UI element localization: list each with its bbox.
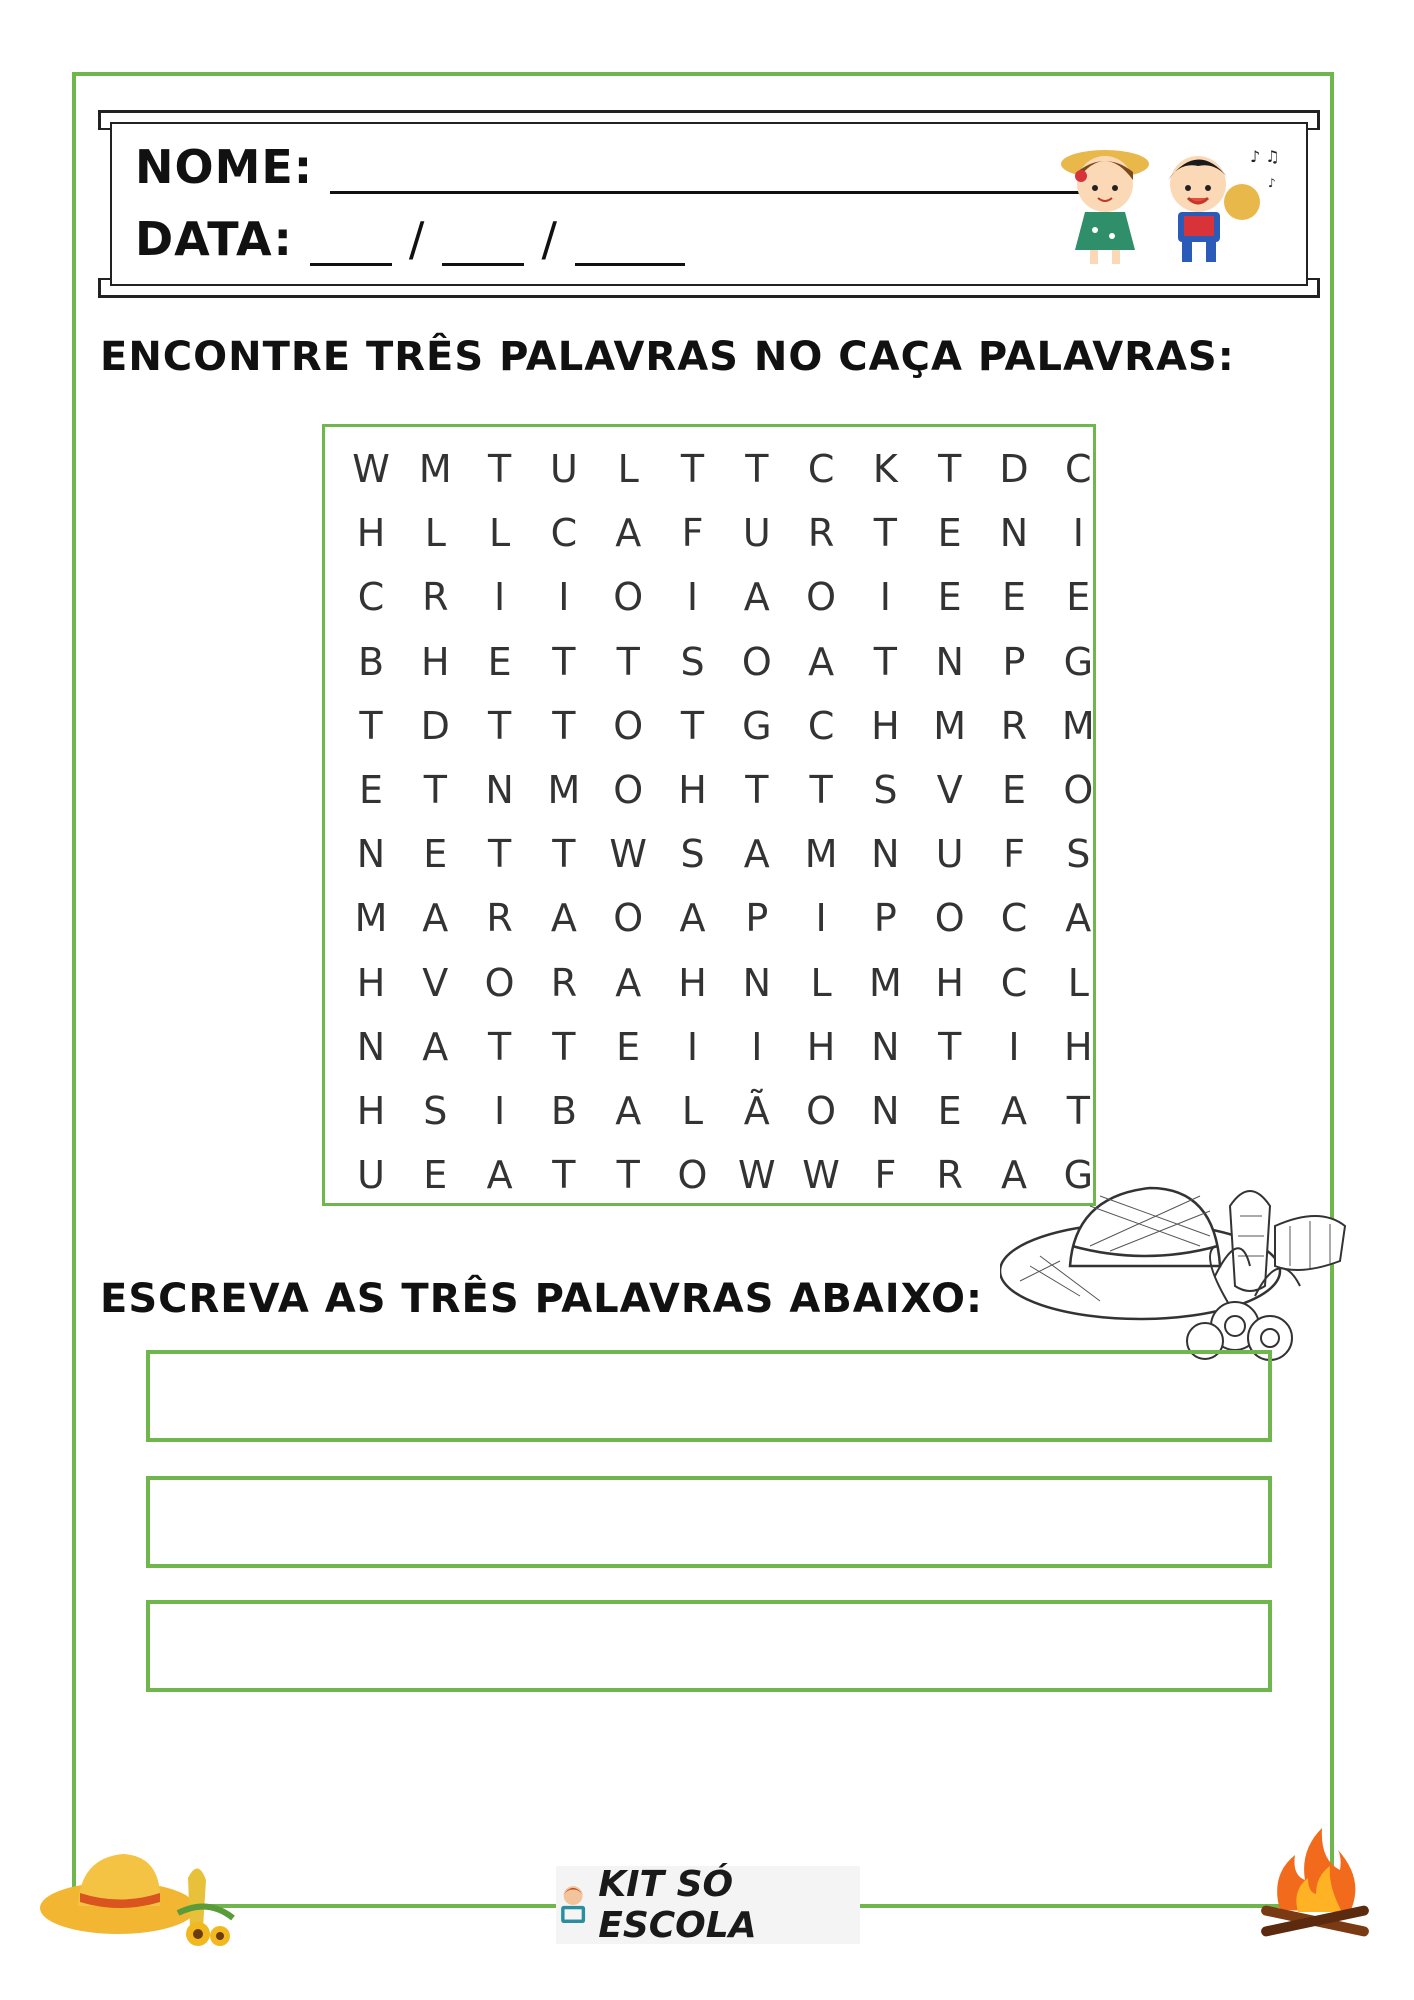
brand-logo <box>556 1866 860 1944</box>
grid-letter[interactable]: H <box>356 960 386 1005</box>
grid-row <box>325 565 1093 629</box>
grid-letter[interactable]: T <box>359 703 383 748</box>
grid-letter[interactable]: T <box>552 832 576 877</box>
straw-hat-color-icon <box>38 1838 238 1948</box>
grid-letter[interactable]: F <box>681 511 704 556</box>
grid-letter[interactable]: C <box>807 703 835 748</box>
grid-letter[interactable]: A <box>422 896 449 941</box>
grid-letter[interactable]: R <box>936 1153 963 1198</box>
grid-letter[interactable]: M <box>868 960 902 1005</box>
grid-letter[interactable]: B <box>550 1089 577 1133</box>
grid-letter[interactable]: O <box>613 703 644 748</box>
grid-letter[interactable]: P <box>1002 639 1026 684</box>
grid-letter[interactable]: I <box>1008 1024 1020 1069</box>
grid-letter[interactable]: R <box>422 575 449 620</box>
grid-letter[interactable]: T <box>616 639 640 684</box>
grid-letter[interactable]: K <box>872 447 898 491</box>
grid-row <box>325 437 1093 501</box>
name-field <box>135 140 1090 194</box>
grid-letter[interactable]: W <box>738 1153 776 1198</box>
word-search-grid <box>322 424 1096 1206</box>
grid-letter[interactable]: O <box>613 575 644 620</box>
date-day-blank[interactable] <box>310 223 392 266</box>
grid-letter[interactable]: I <box>815 896 827 941</box>
grid-letter[interactable]: M <box>933 703 967 748</box>
grid-letter[interactable]: A <box>1065 896 1092 941</box>
grid-letter[interactable]: O <box>934 896 965 941</box>
grid-letter[interactable]: S <box>873 768 898 812</box>
grid-letter[interactable]: I <box>686 1024 699 1069</box>
grid-letter[interactable]: O <box>806 575 837 620</box>
grid-letter[interactable]: T <box>616 1153 640 1198</box>
grid-letter[interactable]: L <box>681 1089 704 1133</box>
grid-letter[interactable]: N <box>742 960 772 1005</box>
grid-letter[interactable]: H <box>356 511 386 556</box>
grid-letter[interactable]: T <box>809 768 833 812</box>
grid-letter[interactable]: M <box>547 768 581 812</box>
grid-letter[interactable]: S <box>680 639 705 684</box>
svg-text:♪: ♪ <box>1268 176 1276 190</box>
grid-letter[interactable]: C <box>357 575 385 620</box>
grid-letter[interactable]: T <box>487 1024 512 1069</box>
header-frame-notch-right <box>1306 128 1320 280</box>
brand-name: KIT SÓ ESCOLA <box>598 1864 757 1946</box>
grid-letter[interactable]: T <box>680 447 705 491</box>
grid-letter[interactable]: O <box>677 1153 708 1198</box>
grid-letter[interactable]: D <box>999 447 1029 491</box>
grid-row <box>325 694 1093 758</box>
grid-letter[interactable]: R <box>486 896 513 941</box>
grid-letter[interactable]: Ã <box>743 1089 770 1133</box>
grid-letter[interactable]: A <box>1001 1089 1027 1133</box>
grid-letter[interactable]: C <box>807 447 835 491</box>
grid-letter[interactable]: W <box>352 447 390 491</box>
grid-letter[interactable]: V <box>936 768 963 812</box>
grid-letter[interactable]: I <box>686 575 699 620</box>
grid-letter[interactable]: E <box>423 832 448 877</box>
grid-letter[interactable]: A <box>1001 1153 1027 1198</box>
grid-letter[interactable]: R <box>807 511 835 556</box>
grid-letter[interactable]: T <box>873 511 897 556</box>
grid-letter[interactable]: B <box>357 639 385 684</box>
grid-letter[interactable]: G <box>1063 639 1094 684</box>
grid-letter[interactable]: I <box>493 1089 506 1133</box>
grid-letter[interactable]: T <box>423 768 447 812</box>
grid-letter[interactable]: S <box>680 832 705 877</box>
campfire-icon <box>1250 1820 1380 1940</box>
grid-letter[interactable]: H <box>356 1089 386 1133</box>
grid-letter[interactable]: N <box>935 639 964 684</box>
grid-letter[interactable]: T <box>938 447 962 491</box>
grid-letter[interactable]: T <box>552 639 576 684</box>
name-blank[interactable] <box>330 151 1090 194</box>
grid-letter[interactable]: N <box>356 832 386 877</box>
grid-letter[interactable]: I <box>879 575 891 620</box>
student-reading-icon <box>556 1880 590 1930</box>
grid-letter[interactable]: U <box>357 1153 385 1198</box>
grid-letter[interactable]: E <box>1066 575 1091 620</box>
answer-box-1[interactable] <box>146 1350 1272 1442</box>
grid-letter[interactable]: G <box>742 703 772 748</box>
grid-letter[interactable]: E <box>616 1024 641 1069</box>
grid-letter[interactable]: C <box>1000 960 1028 1005</box>
grid-letter[interactable]: T <box>487 832 512 877</box>
grid-letter[interactable]: S <box>423 1089 448 1133</box>
grid-letter[interactable]: P <box>873 896 897 941</box>
grid-letter[interactable]: S <box>1066 832 1091 877</box>
grid-letter[interactable]: H <box>1064 1024 1093 1069</box>
grid-row <box>325 1079 1093 1143</box>
grid-letter[interactable]: V <box>422 960 449 1005</box>
grid-row <box>325 501 1093 565</box>
date-separator: / <box>541 212 558 266</box>
grid-letter[interactable]: A <box>486 1153 513 1198</box>
grid-letter[interactable]: E <box>358 768 383 812</box>
grid-letter[interactable]: H <box>871 703 900 748</box>
date-field <box>135 212 685 266</box>
grid-letter[interactable]: E <box>937 575 962 620</box>
grid-letter[interactable]: A <box>615 1089 642 1133</box>
date-separator: / <box>408 212 426 266</box>
grid-letter[interactable]: C <box>1000 896 1028 941</box>
grid-letter[interactable]: L <box>489 511 511 556</box>
date-year-blank[interactable] <box>575 223 685 266</box>
grid-letter[interactable]: E <box>937 511 962 556</box>
svg-text:♪ ♫: ♪ ♫ <box>1250 147 1280 166</box>
grid-letter[interactable]: O <box>613 768 644 812</box>
grid-row <box>325 886 1093 950</box>
write-instruction: ESCREVA AS TRÊS PALAVRAS ABAIXO: <box>100 1276 984 1322</box>
grid-letter[interactable]: H <box>421 639 450 684</box>
grid-letter[interactable]: N <box>871 1024 900 1069</box>
grid-letter[interactable]: I <box>751 1024 763 1069</box>
grid-letter[interactable]: T <box>1066 1089 1090 1133</box>
header-frame-notch-left <box>98 128 112 280</box>
grid-letter[interactable]: N <box>356 1024 386 1069</box>
grid-letter[interactable]: A <box>679 896 706 941</box>
grid-letter[interactable]: C <box>550 511 578 556</box>
grid-letter[interactable]: N <box>485 768 514 812</box>
grid-letter[interactable]: M <box>804 832 838 877</box>
grid-letter[interactable]: T <box>487 703 512 748</box>
grid-letter[interactable]: R <box>1000 703 1028 748</box>
grid-letter[interactable]: G <box>1063 1153 1094 1198</box>
grid-letter[interactable]: U <box>935 832 964 877</box>
grid-letter[interactable]: R <box>550 960 578 1005</box>
grid-letter[interactable]: W <box>609 832 647 877</box>
grid-letter[interactable]: M <box>1061 703 1095 748</box>
grid-letter[interactable]: M <box>354 896 388 941</box>
grid-letter[interactable]: T <box>938 1024 962 1069</box>
grid-letter[interactable]: T <box>680 703 705 748</box>
date-month-blank[interactable] <box>442 223 524 266</box>
grid-row <box>325 758 1093 822</box>
grid-letter[interactable]: E <box>487 639 512 684</box>
grid-letter[interactable]: H <box>678 768 707 812</box>
grid-letter[interactable]: N <box>999 511 1029 556</box>
grid-letter[interactable]: O <box>1063 768 1094 812</box>
grid-letter[interactable]: L <box>617 447 639 491</box>
grid-letter[interactable]: H <box>678 960 707 1005</box>
grid-letter[interactable]: A <box>743 575 770 620</box>
grid-letter[interactable]: H <box>935 960 964 1005</box>
grid-row <box>325 630 1093 694</box>
grid-letter[interactable]: U <box>549 447 578 491</box>
grid-letter[interactable]: E <box>937 1089 962 1133</box>
grid-letter[interactable]: T <box>745 447 769 491</box>
find-instruction: ENCONTRE TRÊS PALAVRAS NO CAÇA PALAVRAS: <box>100 334 1235 380</box>
grid-letter[interactable]: C <box>1065 447 1092 491</box>
grid-letter[interactable]: O <box>484 960 515 1005</box>
grid-letter[interactable]: A <box>615 960 642 1005</box>
grid-letter[interactable]: N <box>871 832 900 877</box>
grid-letter[interactable]: D <box>420 703 450 748</box>
grid-letter[interactable]: I <box>1072 511 1084 556</box>
grid-letter[interactable]: I <box>493 575 506 620</box>
grid-row <box>325 1143 1093 1207</box>
grid-letter[interactable]: M <box>418 447 452 491</box>
grid-letter[interactable]: T <box>873 639 897 684</box>
grid-letter[interactable]: P <box>745 896 769 941</box>
grid-letter[interactable]: U <box>742 511 771 556</box>
grid-letter[interactable]: N <box>871 1089 900 1133</box>
date-label: DATA: <box>135 212 293 266</box>
grid-row <box>325 1015 1093 1079</box>
grid-letter[interactable]: L <box>1067 960 1089 1005</box>
grid-letter[interactable]: E <box>1001 768 1026 812</box>
grid-letter[interactable]: A <box>743 832 770 877</box>
grid-letter[interactable]: E <box>423 1153 448 1198</box>
grid-letter[interactable]: I <box>558 575 570 620</box>
grid-row <box>325 822 1093 886</box>
grid-letter[interactable]: T <box>552 1153 576 1198</box>
grid-letter[interactable]: F <box>874 1153 897 1198</box>
grid-letter[interactable]: T <box>552 703 576 748</box>
name-label: NOME: <box>135 140 314 194</box>
straw-hat-corn-illustration <box>1000 1166 1380 1366</box>
grid-letter[interactable]: A <box>808 639 835 684</box>
grid-letter[interactable]: O <box>806 1089 837 1133</box>
grid-letter[interactable]: E <box>1001 575 1026 620</box>
grid-letter[interactable]: F <box>1003 832 1025 877</box>
grid-row <box>325 951 1093 1015</box>
grid-letter[interactable]: A <box>550 896 577 941</box>
grid-letter[interactable]: T <box>745 768 769 812</box>
grid-letter[interactable]: W <box>802 1153 840 1198</box>
grid-letter[interactable]: H <box>806 1024 836 1069</box>
grid-letter[interactable]: T <box>487 447 512 491</box>
grid-letter[interactable]: L <box>810 960 832 1005</box>
grid-letter[interactable]: O <box>741 639 772 684</box>
festa-junina-kids-illustration <box>1050 132 1290 272</box>
grid-letter[interactable]: L <box>424 511 446 556</box>
grid-letter[interactable]: A <box>422 1024 449 1069</box>
grid-letter[interactable]: A <box>615 511 642 556</box>
grid-letter[interactable]: T <box>552 1024 576 1069</box>
grid-letter[interactable]: O <box>613 896 644 941</box>
answer-box-3[interactable] <box>146 1600 1272 1692</box>
answer-box-2[interactable] <box>146 1476 1272 1568</box>
